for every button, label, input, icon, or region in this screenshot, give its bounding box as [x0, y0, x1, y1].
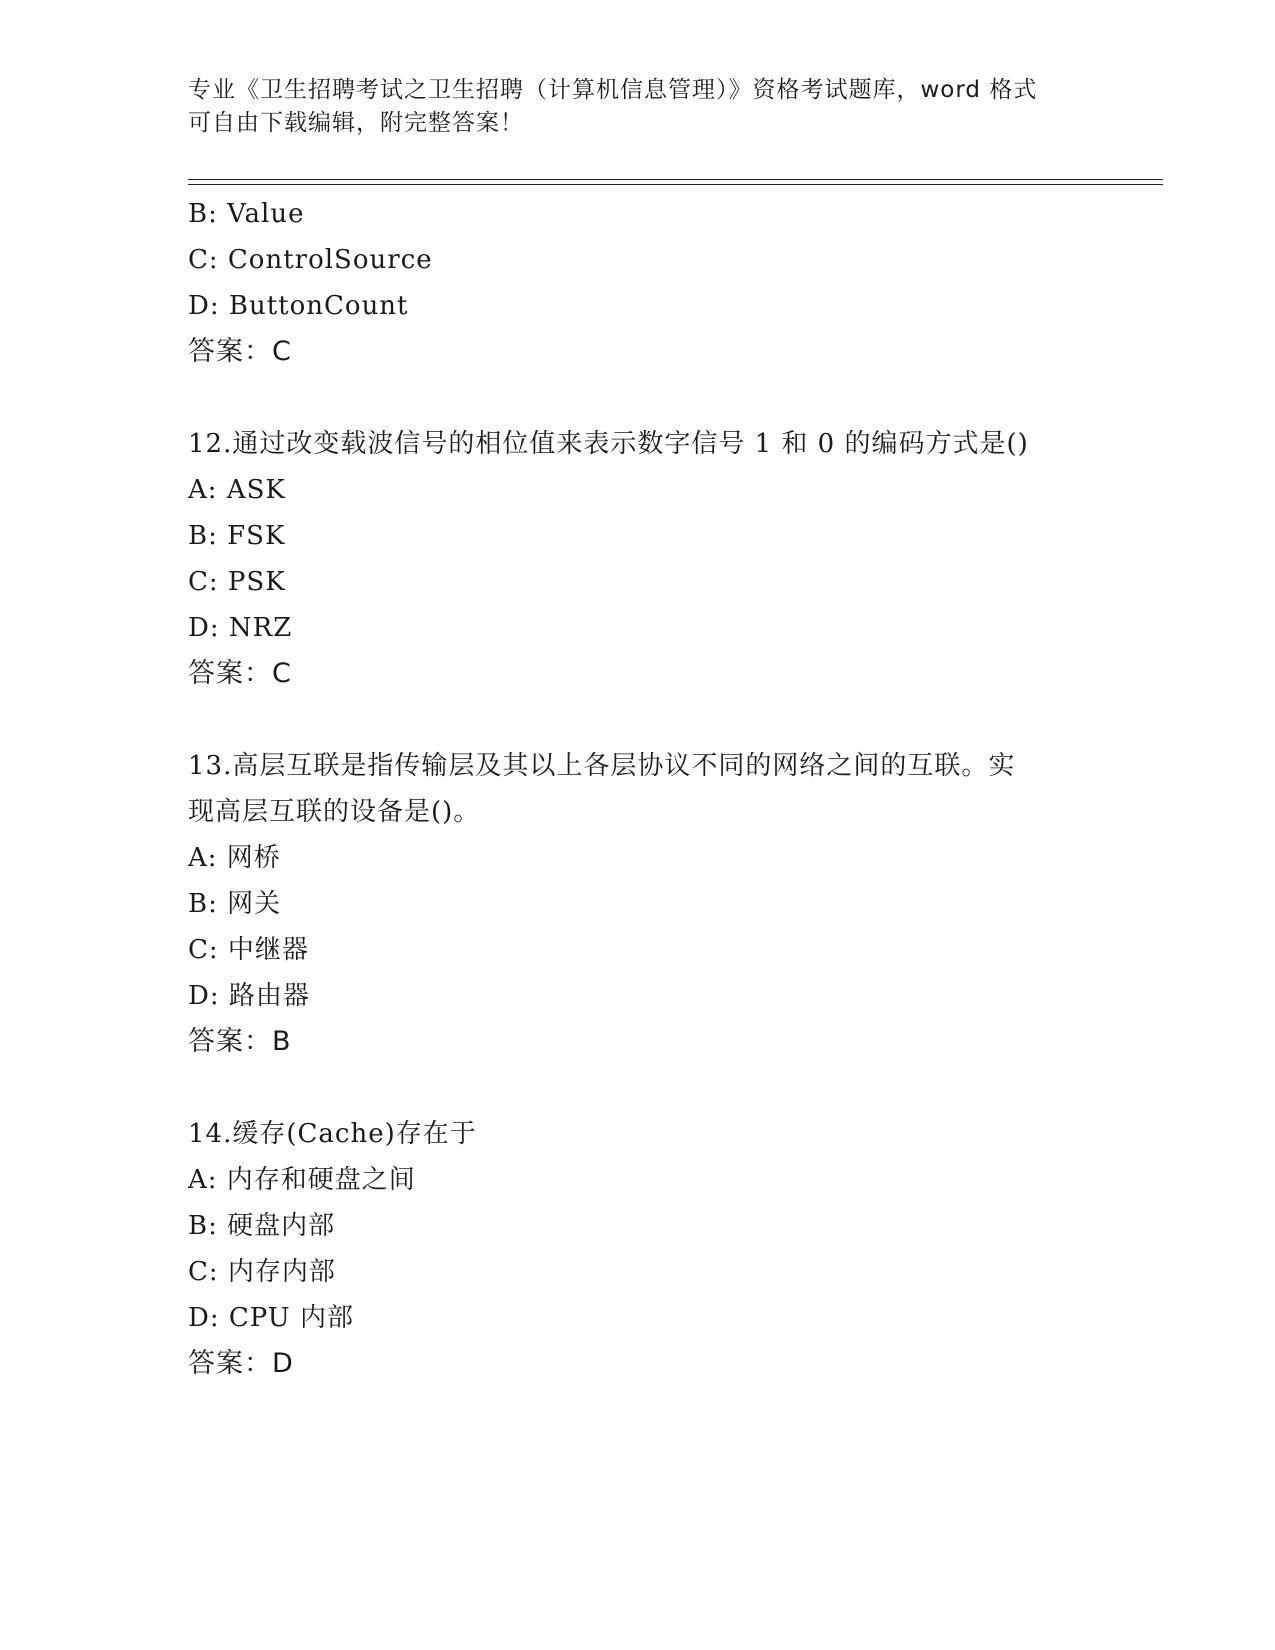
question-12-block	[188, 421, 1108, 697]
option-d: D: 路由器	[188, 981, 310, 1011]
answer: 答案：B	[188, 1026, 292, 1057]
option-c: C: ControlSource	[188, 245, 433, 275]
option-b: B: 网关	[188, 889, 282, 919]
answer: 答案：C	[188, 658, 292, 689]
option-b: B: 硬盘内部	[188, 1211, 336, 1241]
header-divider-top	[188, 179, 1163, 180]
header-divider-bottom	[188, 184, 1163, 185]
question-text: 14.缓存(Cache)存在于	[188, 1119, 477, 1149]
question-text: 12.通过改变载波信号的相位值来表示数字信号 1 和 0 的编码方式是()	[188, 429, 1029, 459]
header-line-2: 可自由下载编辑，附完整答案！	[188, 110, 524, 136]
answer: 答案：C	[188, 336, 292, 367]
option-d: D: NRZ	[188, 613, 293, 643]
question-text-line-2: 现高层互联的设备是()。	[188, 797, 481, 827]
option-a: A: 内存和硬盘之间	[188, 1165, 416, 1195]
question-11-block	[188, 191, 1108, 375]
question-text-line-1: 13.高层互联是指传输层及其以上各层协议不同的网络之间的互联。实	[188, 751, 1016, 781]
header-line-1: 专业《卫生招聘考试之卫生招聘（计算机信息管理）》资格考试题库，word 格式	[188, 77, 1038, 103]
answer: 答案：D	[188, 1348, 294, 1379]
question-list	[188, 191, 1108, 1387]
option-d: D: ButtonCount	[188, 291, 409, 321]
question-13-block	[188, 743, 1108, 1065]
option-a: A: ASK	[188, 475, 286, 505]
option-c: C: 内存内部	[188, 1257, 336, 1287]
option-a: A: 网桥	[188, 843, 281, 873]
option-c: C: 中继器	[188, 935, 309, 965]
option-b: B: FSK	[188, 521, 286, 551]
option-b: B: Value	[188, 199, 305, 229]
option-c: C: PSK	[188, 567, 286, 597]
document-header	[188, 74, 1088, 140]
option-d: D: CPU 内部	[188, 1303, 354, 1333]
question-14-block	[188, 1111, 1108, 1387]
